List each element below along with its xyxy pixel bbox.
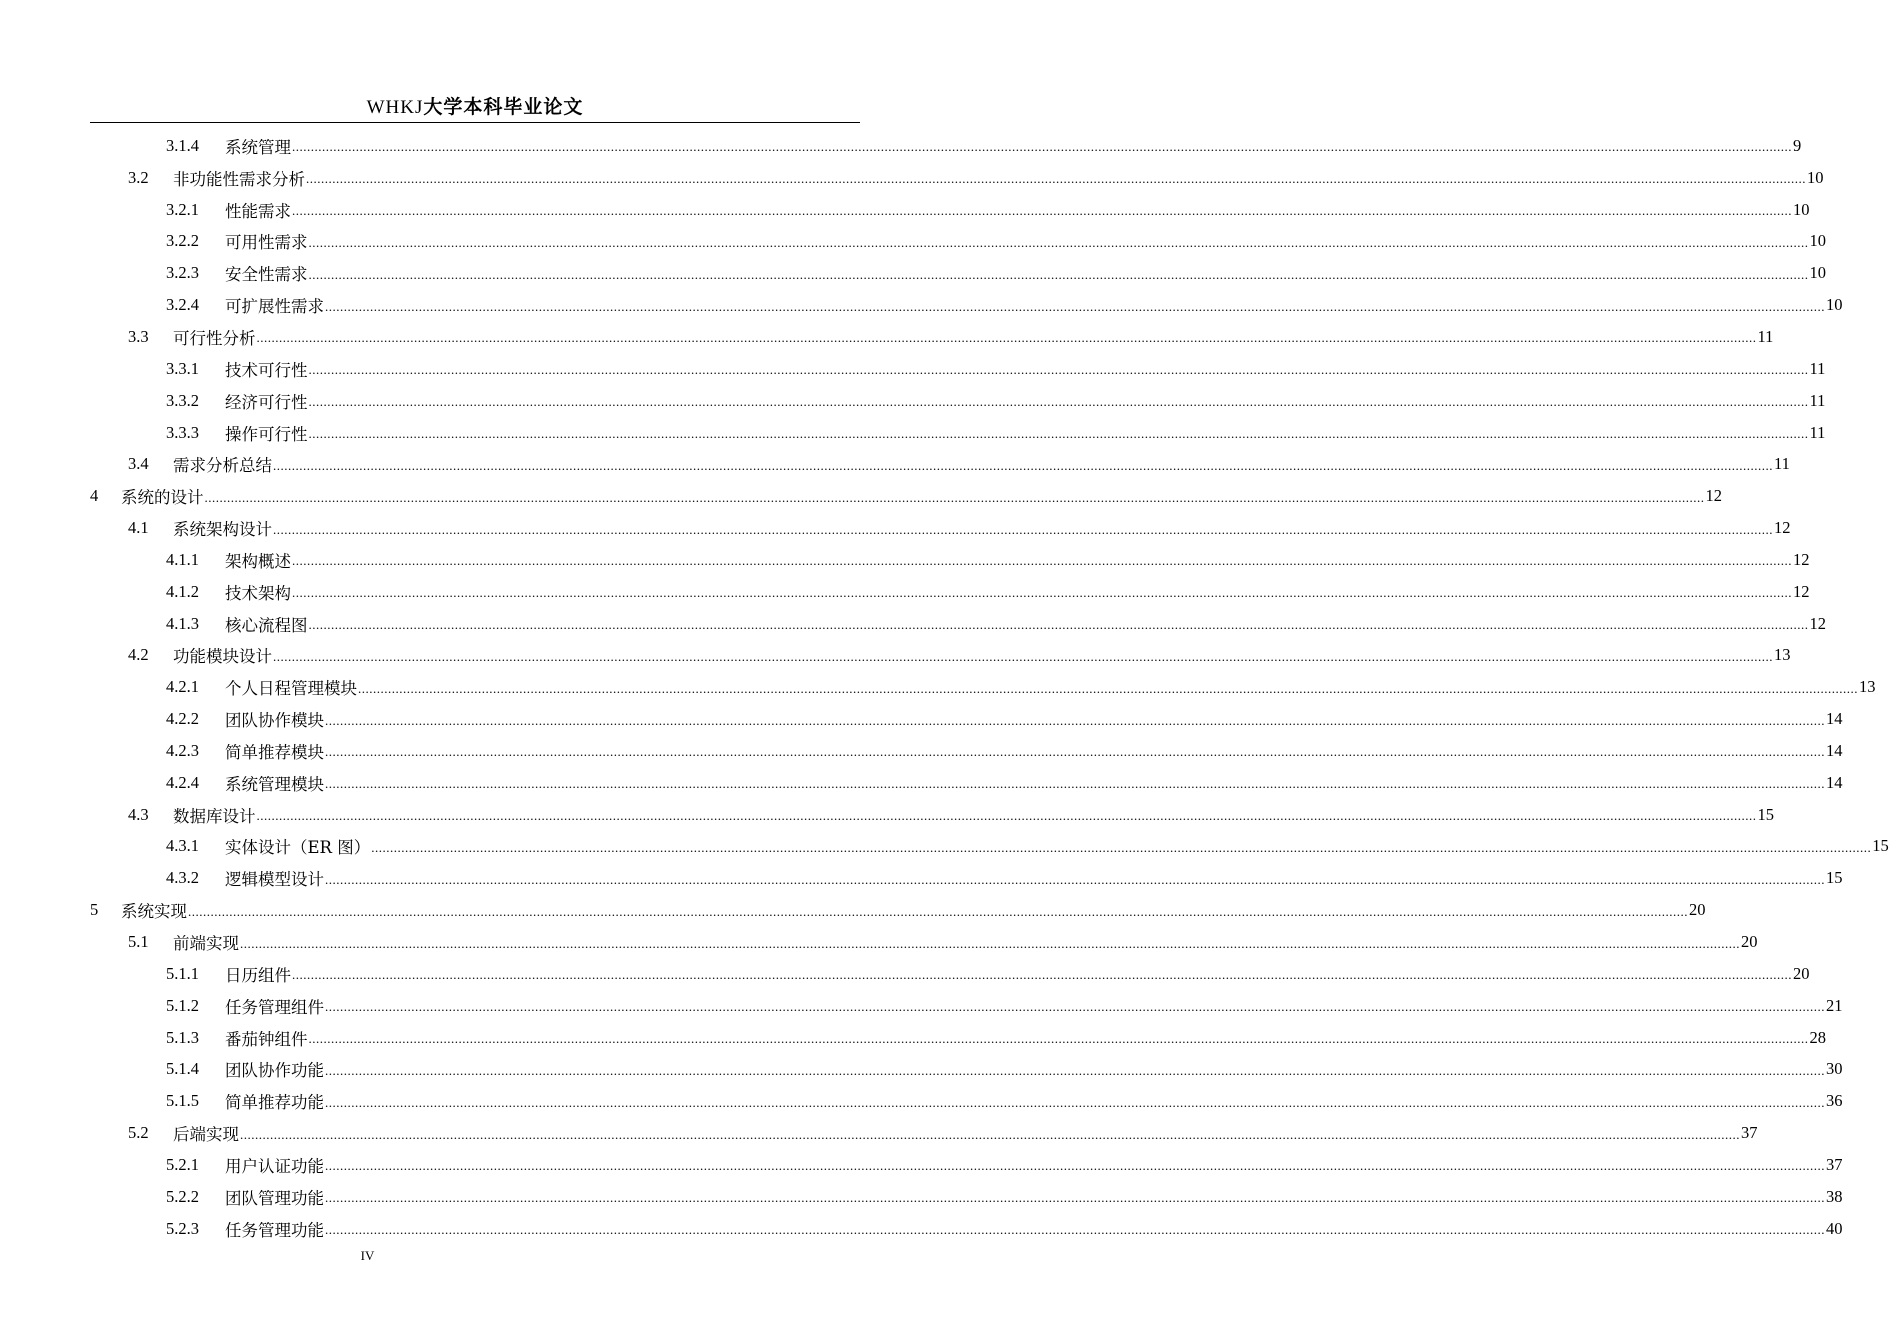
toc-entry-title: 可行性分析	[173, 328, 256, 348]
toc-entry[interactable]	[0, 703, 1843, 735]
toc-entry-number: 3.2.2	[166, 231, 199, 251]
toc-entry-page: 10	[1809, 263, 1826, 283]
toc-entry-number: 3.4	[128, 454, 149, 474]
toc-entry-page: 14	[1826, 709, 1843, 729]
toc-dot-leader: ................................................................................................................................................................................................................................................................................................................................................................................................................	[325, 1094, 1825, 1110]
toc-entry-number: 3.2.1	[166, 199, 199, 219]
toc-entry-number: 5	[90, 900, 99, 920]
toc-entry-number: 5.2.1	[166, 1154, 199, 1174]
toc-entry-number: 4.3.1	[166, 836, 199, 856]
toc-dot-leader: ................................................................................................................................................................................................................................................................................................................................................................................................................	[256, 808, 1757, 824]
toc-dot-leader: ................................................................................................................................................................................................................................................................................................................................................................................................................	[371, 839, 1872, 855]
toc-entry-number: 4.2.4	[166, 772, 199, 792]
toc-entry-title: 系统实现	[121, 902, 187, 922]
toc-dot-leader: ................................................................................................................................................................................................................................................................................................................................................................................................................	[273, 457, 1773, 473]
toc-dot-leader: ................................................................................................................................................................................................................................................................................................................................................................................................................	[308, 394, 1809, 410]
toc-entry-number: 5.1.4	[166, 1059, 199, 1079]
toc-entry-title: 任务管理功能	[225, 1220, 324, 1240]
toc-entry[interactable]	[0, 321, 1774, 353]
toc-entry-title: 架构概述	[225, 551, 291, 571]
toc-entry-title: 个人日程管理模块	[225, 679, 357, 699]
toc-entry-page: 36	[1826, 1091, 1843, 1111]
toc-entry-number: 4.1.2	[166, 581, 199, 601]
toc-entry-title: 数据库设计	[173, 806, 256, 826]
toc-entry-title: 任务管理组件	[225, 997, 324, 1017]
toc-entry-number: 3.3.3	[166, 422, 199, 442]
toc-entry[interactable]	[0, 385, 1826, 417]
toc-entry-number: 4.1.3	[166, 613, 199, 633]
table-of-contents	[0, 130, 1889, 1245]
toc-entry-number: 3.1.4	[166, 135, 199, 155]
toc-entry-number: 4.1	[128, 518, 149, 538]
toc-entry-number: 5.1.2	[166, 995, 199, 1015]
toc-entry-title: 性能需求	[225, 201, 291, 221]
toc-entry[interactable]	[0, 608, 1826, 640]
toc-entry[interactable]	[0, 194, 1810, 226]
toc-dot-leader: ................................................................................................................................................................................................................................................................................................................................................................................................................	[308, 266, 1809, 282]
toc-entry-title: 后端实现	[173, 1125, 239, 1145]
toc-dot-leader: ................................................................................................................................................................................................................................................................................................................................................................................................................	[256, 330, 1757, 346]
toc-entry[interactable]	[0, 257, 1826, 289]
toc-entry-page: 15	[1757, 804, 1774, 824]
toc-entry-title: 经济可行性	[225, 392, 308, 412]
toc-dot-leader: ................................................................................................................................................................................................................................................................................................................................................................................................................	[308, 1031, 1809, 1047]
toc-entry-page: 10	[1809, 231, 1826, 251]
toc-dot-leader: ................................................................................................................................................................................................................................................................................................................................................................................................................	[273, 521, 1773, 537]
toc-dot-leader: ................................................................................................................................................................................................................................................................................................................................................................................................................	[240, 1126, 1740, 1142]
toc-entry-number: 3.3.1	[166, 358, 199, 378]
toc-entry-number: 5.1	[128, 932, 149, 952]
toc-entry-page: 40	[1826, 1218, 1843, 1238]
toc-entry-page: 11	[1809, 358, 1826, 378]
toc-entry-title: 日历组件	[225, 965, 291, 985]
toc-entry-title: 可扩展性需求	[225, 297, 324, 317]
toc-entry-page: 12	[1809, 613, 1826, 633]
toc-entry[interactable]	[0, 1022, 1826, 1054]
toc-entry-page: 12	[1705, 486, 1722, 506]
toc-entry[interactable]	[0, 512, 1791, 544]
toc-entry-title: 简单推荐模块	[225, 742, 324, 762]
toc-entry-page: 11	[1757, 326, 1774, 346]
toc-entry[interactable]	[0, 130, 1802, 162]
toc-dot-leader: ................................................................................................................................................................................................................................................................................................................................................................................................................	[325, 298, 1825, 314]
toc-entry-title: 技术可行性	[225, 360, 308, 380]
toc-entry-number: 3.3.2	[166, 390, 199, 410]
toc-entry[interactable]	[0, 289, 1843, 321]
toc-entry-title: 系统的设计	[121, 488, 204, 508]
toc-dot-leader: ................................................................................................................................................................................................................................................................................................................................................................................................................	[308, 362, 1809, 378]
toc-entry-number: 4.3	[128, 804, 149, 824]
toc-dot-leader: ................................................................................................................................................................................................................................................................................................................................................................................................................	[325, 1158, 1825, 1174]
toc-entry-page: 10	[1807, 167, 1824, 187]
toc-dot-leader: ................................................................................................................................................................................................................................................................................................................................................................................................................	[308, 426, 1809, 442]
toc-entry-page: 28	[1809, 1027, 1826, 1047]
toc-entry-title: 非功能性需求分析	[173, 169, 305, 189]
toc-dot-leader: ................................................................................................................................................................................................................................................................................................................................................................................................................	[273, 648, 1773, 664]
toc-entry[interactable]	[0, 799, 1774, 831]
toc-entry[interactable]	[0, 735, 1843, 767]
toc-entry-title: 功能模块设计	[173, 647, 272, 667]
toc-entry-title: 技术架构	[225, 583, 291, 603]
header-title	[367, 96, 584, 118]
toc-entry-page: 9	[1793, 135, 1802, 155]
toc-entry-title: 可用性需求	[225, 233, 308, 253]
toc-entry-number: 3.2.3	[166, 263, 199, 283]
toc-entry-number: 5.2.2	[166, 1186, 199, 1206]
toc-dot-leader: ................................................................................................................................................................................................................................................................................................................................................................................................................	[292, 203, 1792, 219]
toc-entry[interactable]	[0, 831, 1889, 863]
toc-entry-number: 5.1.3	[166, 1027, 199, 1047]
toc-entry-title: 用户认证功能	[225, 1156, 324, 1176]
toc-entry[interactable]	[0, 162, 1824, 194]
toc-entry-page: 12	[1774, 518, 1791, 538]
toc-entry-page: 37	[1826, 1154, 1843, 1174]
toc-entry[interactable]	[0, 767, 1843, 799]
toc-entry-page: 13	[1774, 645, 1791, 665]
toc-entry-title: 实体设计（ER 图）	[225, 838, 371, 858]
toc-entry-page: 14	[1826, 740, 1843, 760]
toc-entry-page: 10	[1793, 199, 1810, 219]
toc-entry-page: 11	[1809, 390, 1826, 410]
toc-entry-number: 4.2.1	[166, 677, 199, 697]
toc-entry-page: 12	[1793, 549, 1810, 569]
toc-dot-leader: ................................................................................................................................................................................................................................................................................................................................................................................................................	[292, 553, 1792, 569]
toc-dot-leader: ................................................................................................................................................................................................................................................................................................................................................................................................................	[325, 999, 1825, 1015]
toc-entry[interactable]	[0, 958, 1810, 990]
toc-entry-number: 5.2	[128, 1123, 149, 1143]
toc-entry[interactable]	[0, 894, 1706, 926]
toc-entry[interactable]	[0, 448, 1790, 480]
toc-entry-page: 11	[1774, 454, 1790, 474]
toc-entry-title: 系统管理模块	[225, 774, 324, 794]
toc-dot-leader: ................................................................................................................................................................................................................................................................................................................................................................................................................	[292, 139, 1792, 155]
toc-entry-number: 4.1.1	[166, 549, 199, 569]
toc-entry[interactable]	[0, 226, 1826, 258]
toc-entry-number: 4.3.2	[166, 868, 199, 888]
toc-entry-number: 4.2.3	[166, 740, 199, 760]
toc-dot-leader: ................................................................................................................................................................................................................................................................................................................................................................................................................	[325, 1222, 1825, 1238]
toc-entry-number: 5.2.3	[166, 1218, 199, 1238]
toc-entry[interactable]	[0, 1213, 1843, 1245]
toc-dot-leader: ................................................................................................................................................................................................................................................................................................................................................................................................................	[325, 1062, 1825, 1078]
toc-entry-title: 逻辑模型设计	[225, 870, 324, 890]
toc-entry-number: 4	[90, 486, 99, 506]
toc-entry-page: 37	[1741, 1123, 1758, 1143]
toc-entry[interactable]	[0, 544, 1810, 576]
toc-dot-leader: ................................................................................................................................................................................................................................................................................................................................................................................................................	[358, 680, 1858, 696]
toc-entry-page: 38	[1826, 1186, 1843, 1206]
toc-entry-page: 13	[1859, 677, 1876, 697]
toc-entry-page: 20	[1741, 932, 1758, 952]
toc-entry-page: 12	[1793, 581, 1810, 601]
toc-entry-number: 3.2.4	[166, 295, 199, 315]
toc-entry[interactable]	[0, 640, 1791, 672]
toc-entry-title: 团队协作模块	[225, 711, 324, 731]
toc-entry[interactable]	[0, 926, 1758, 958]
toc-entry-number: 3.2	[128, 167, 149, 187]
toc-entry-title: 系统管理	[225, 137, 291, 157]
toc-entry[interactable]	[0, 990, 1843, 1022]
toc-entry-title: 操作可行性	[225, 424, 308, 444]
toc-entry-title: 团队管理功能	[225, 1188, 324, 1208]
toc-entry-page: 10	[1826, 295, 1843, 315]
toc-entry[interactable]	[0, 1149, 1843, 1181]
toc-entry-page: 20	[1689, 900, 1706, 920]
toc-entry-page: 20	[1793, 963, 1810, 983]
toc-entry[interactable]	[0, 480, 1722, 512]
toc-entry-title: 系统架构设计	[173, 520, 272, 540]
toc-entry-page: 21	[1826, 995, 1843, 1015]
toc-entry-title: 简单推荐功能	[225, 1093, 324, 1113]
toc-entry[interactable]	[0, 576, 1810, 608]
toc-dot-leader: ................................................................................................................................................................................................................................................................................................................................................................................................................	[325, 712, 1825, 728]
header-title-cjk: 大学本科毕业论文	[423, 96, 584, 118]
toc-dot-leader: ................................................................................................................................................................................................................................................................................................................................................................................................................	[308, 617, 1809, 633]
page-header	[90, 94, 860, 123]
toc-entry-page: 15	[1872, 836, 1889, 856]
toc-dot-leader: ................................................................................................................................................................................................................................................................................................................................................................................................................	[325, 776, 1825, 792]
toc-entry[interactable]	[0, 417, 1826, 449]
toc-dot-leader: ................................................................................................................................................................................................................................................................................................................................................................................................................	[204, 489, 1705, 505]
toc-entry-number: 5.1.1	[166, 963, 199, 983]
toc-entry[interactable]	[0, 353, 1826, 385]
toc-dot-leader: ................................................................................................................................................................................................................................................................................................................................................................................................................	[306, 171, 1806, 187]
toc-entry-title: 安全性需求	[225, 265, 308, 285]
toc-entry[interactable]	[0, 1053, 1843, 1085]
toc-entry[interactable]	[0, 1085, 1843, 1117]
toc-dot-leader: ................................................................................................................................................................................................................................................................................................................................................................................................................	[240, 935, 1740, 951]
toc-entry-title: 团队协作功能	[225, 1061, 324, 1081]
toc-entry-number: 3.3	[128, 326, 149, 346]
toc-entry-page: 15	[1826, 868, 1843, 888]
toc-entry-title: 核心流程图	[225, 615, 308, 635]
toc-entry-title: 前端实现	[173, 934, 239, 954]
toc-dot-leader: ................................................................................................................................................................................................................................................................................................................................................................................................................	[188, 903, 1688, 919]
toc-entry-number: 4.2.2	[166, 709, 199, 729]
toc-dot-leader: ................................................................................................................................................................................................................................................................................................................................................................................................................	[325, 744, 1825, 760]
toc-entry[interactable]	[0, 1181, 1843, 1213]
toc-entry-title: 需求分析总结	[173, 456, 272, 476]
toc-dot-leader: ................................................................................................................................................................................................................................................................................................................................................................................................................	[292, 967, 1792, 983]
toc-dot-leader: ................................................................................................................................................................................................................................................................................................................................................................................................................	[325, 871, 1825, 887]
toc-dot-leader: ................................................................................................................................................................................................................................................................................................................................................................................................................	[325, 1190, 1825, 1206]
toc-entry-number: 5.1.5	[166, 1091, 199, 1111]
toc-entry[interactable]	[0, 862, 1843, 894]
toc-entry-title: 番茄钟组件	[225, 1029, 308, 1049]
toc-entry-number: 4.2	[128, 645, 149, 665]
toc-entry-page: 30	[1826, 1059, 1843, 1079]
page-number: IV	[360, 1248, 375, 1263]
toc-entry[interactable]	[0, 671, 1876, 703]
header-title-latin: WHKJ	[366, 97, 424, 118]
toc-entry-page: 11	[1809, 422, 1826, 442]
toc-entry[interactable]	[0, 1117, 1758, 1149]
toc-dot-leader: ................................................................................................................................................................................................................................................................................................................................................................................................................	[308, 234, 1809, 250]
toc-entry-page: 14	[1826, 772, 1843, 792]
toc-dot-leader: ................................................................................................................................................................................................................................................................................................................................................................................................................	[292, 585, 1792, 601]
